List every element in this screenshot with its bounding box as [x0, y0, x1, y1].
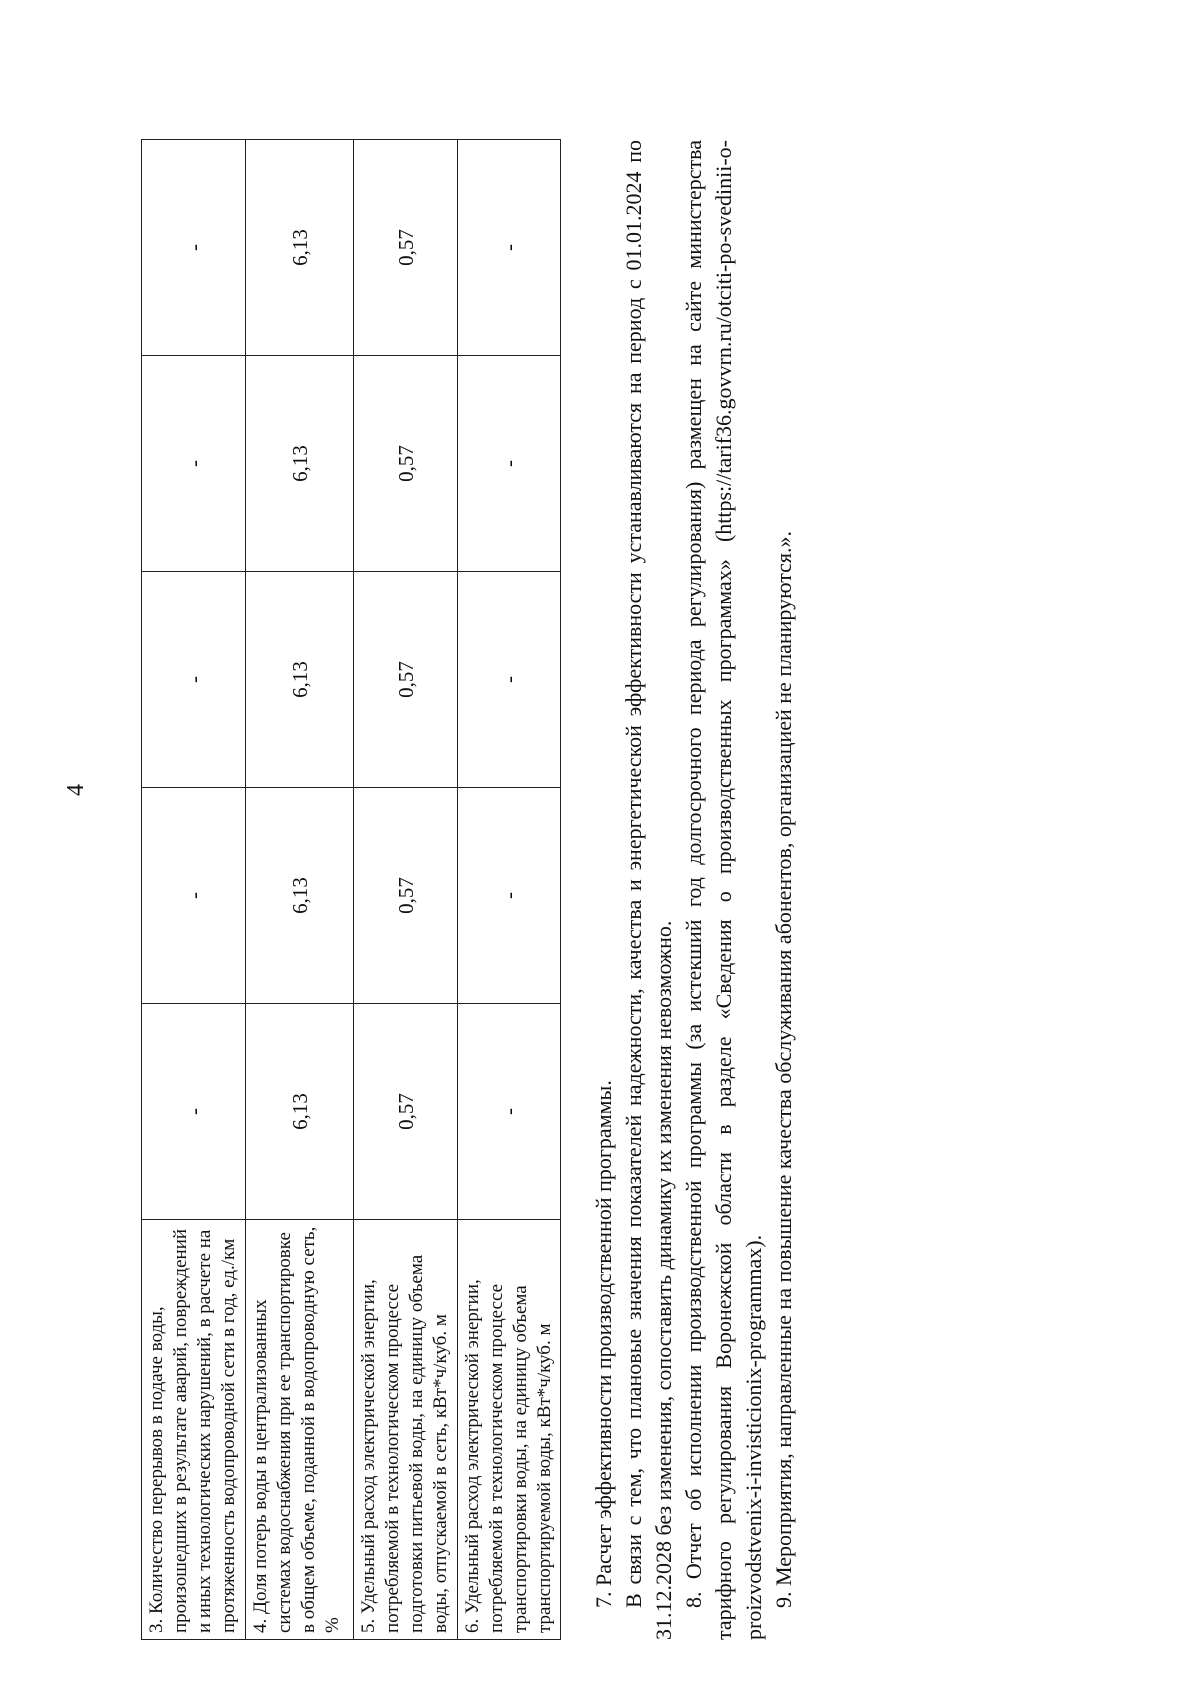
table-cell: 0,57	[354, 788, 458, 1004]
table-cell: -	[458, 572, 561, 788]
indicators-table	[141, 139, 561, 1640]
section-8-text: 8. Отчет об исполнении производственной программы (за истекший год долгосрочного периода регулирования) размещен на сайте министерства тарифного регулирования Воронежской области в разделе «Сведения о производственных программах» (https://tarif36.govvrn.ru/otciti-po-svedinii-o-proizvodstvenix-i-invisticionix-programmax).	[681, 140, 766, 1640]
rotated-page	[63, 80, 875, 1640]
indicator-label: 3. Количество перерывов в подаче воды, произошедших в результате аварий, повреждений и иных технологических нарушений, в расчете на протяженность водопроводной сети в год, ед./км	[142, 1220, 246, 1640]
table-cell: 6,13	[246, 572, 354, 788]
section-7-text: В связи с тем, что плановые значения показателей надежности, качества и энергетической эффективности устанавливаются на период с 01.01.2024 по 31.12.2028 без изменения, сопоставить динамику их изменения невозможно.	[621, 140, 676, 1640]
indicator-label: 4. Доля потерь воды в централизованных системах водоснабжения при ее транспортировке в общем объеме, поданной в водопроводную сеть, %	[246, 1220, 354, 1640]
table-cell: 0,57	[354, 572, 458, 788]
table-cell: 6,13	[246, 788, 354, 1004]
section-7-title: 7. Расчет эффективности производственной программы.	[591, 1080, 616, 1608]
table-cell: 6,13	[246, 140, 354, 356]
table-cell: -	[142, 140, 246, 356]
table-cell: -	[458, 788, 561, 1004]
table-cell: -	[458, 140, 561, 356]
table-cell: 6,13	[246, 1004, 354, 1220]
table-cell: -	[142, 572, 246, 788]
section-9-text: 9. Мероприятия, направленные на повышение качества обслуживания абонентов, организацией не планируются.».	[771, 530, 796, 1608]
table-cell: 0,57	[354, 140, 458, 356]
body-text	[589, 140, 799, 1640]
table-cell: -	[458, 1004, 561, 1220]
indicator-label: 5. Удельный расход электрической энергии, потребляемой в технологическом процессе подготовки питьевой воды, на единицу объема воды, отпускаемой в сеть, кВт*ч/куб. м	[354, 1220, 458, 1640]
table-row	[354, 140, 458, 1640]
page-number: 4	[63, 784, 89, 796]
table-row	[458, 140, 561, 1640]
table-row	[246, 140, 354, 1640]
table-cell: -	[142, 1004, 246, 1220]
table-cell: -	[142, 356, 246, 572]
indicator-label: 6. Удельный расход электрической энергии, потребляемой в технологическом процессе транспортировки воды, на единицу объема транспортируемой воды, кВт*ч/куб. м	[458, 1220, 561, 1640]
table-cell: 6,13	[246, 356, 354, 572]
table-cell: 0,57	[354, 1004, 458, 1220]
table-cell: -	[458, 356, 561, 572]
table-row	[142, 140, 246, 1640]
table-cell: -	[142, 788, 246, 1004]
table-cell: 0,57	[354, 356, 458, 572]
